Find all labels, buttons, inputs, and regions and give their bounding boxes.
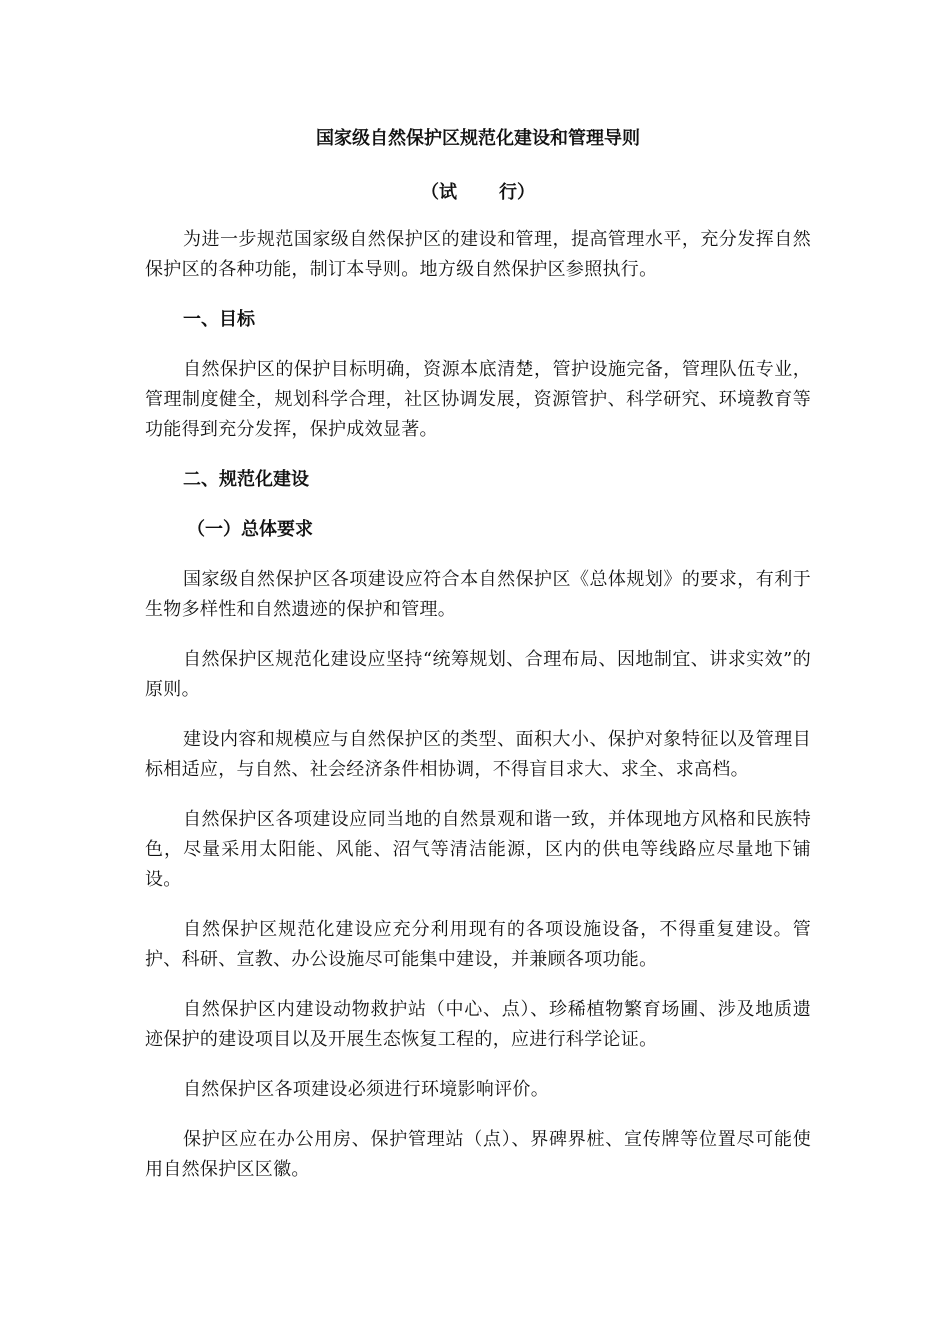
document-title: 国家级自然保护区规范化建设和管理导则: [316, 128, 640, 149]
body-paragraph: 自然保护区各项建设必须进行环境影响评价。: [183, 1079, 549, 1100]
body-paragraph: 建设内容和规模应与自然保护区的类型、面积大小、保护对象特征以及管理目标相适应，与自然、社会经济条件相协调，不得盲目求大、求全、求高档。: [145, 729, 811, 780]
subtitle-left: （试: [421, 182, 457, 203]
subsection-heading-general: （一）总体要求: [187, 519, 313, 540]
body-paragraph: 保护区应在办公用房、保护管理站（点）、界碑界桩、宣传牌等位置尽可能使用自然保护区区徽。: [145, 1129, 811, 1180]
body-paragraph: 自然保护区规范化建设应坚持“统筹规划、合理布局、因地制宜、讲求实效”的原则。: [145, 649, 811, 700]
section-heading-construction: 二、规范化建设: [183, 469, 309, 490]
body-paragraph: 国家级自然保护区各项建设应符合本自然保护区《总体规划》的要求，有利于生物多样性和自然遗迹的保护和管理。: [145, 569, 811, 620]
body-paragraph: 自然保护区规范化建设应充分利用现有的各项设施设备，不得重复建设。管护、科研、宣教、办公设施尽可能集中建设，并兼顾各项功能。: [145, 919, 811, 970]
intro-paragraph: 为进一步规范国家级自然保护区的建设和管理，提高管理水平，充分发挥自然保护区的各种功能，制订本导则。地方级自然保护区参照执行。: [145, 229, 811, 280]
goals-paragraph: 自然保护区的保护目标明确，资源本底清楚，管护设施完备，管理队伍专业，管理制度健全，规划科学合理，社区协调发展，资源管护、科学研究、环境教育等功能得到充分发挥，保护成效显著。: [145, 359, 811, 440]
document-body: [145, 125, 811, 1205]
body-paragraph: 自然保护区各项建设应同当地的自然景观和谐一致，并体现地方风格和民族特色，尽量采用太阳能、风能、沼气等清洁能源，区内的供电等线路应尽量地下铺设。: [145, 809, 811, 890]
body-paragraph: 自然保护区内建设动物救护站（中心、点）、珍稀植物繁育场圃、涉及地质遗迹保护的建设项目以及开展生态恢复工程的，应进行科学论证。: [145, 999, 811, 1050]
section-heading-goals: 一、目标: [183, 309, 255, 330]
document-subtitle: [145, 179, 811, 207]
subtitle-right: 行）: [499, 182, 535, 203]
